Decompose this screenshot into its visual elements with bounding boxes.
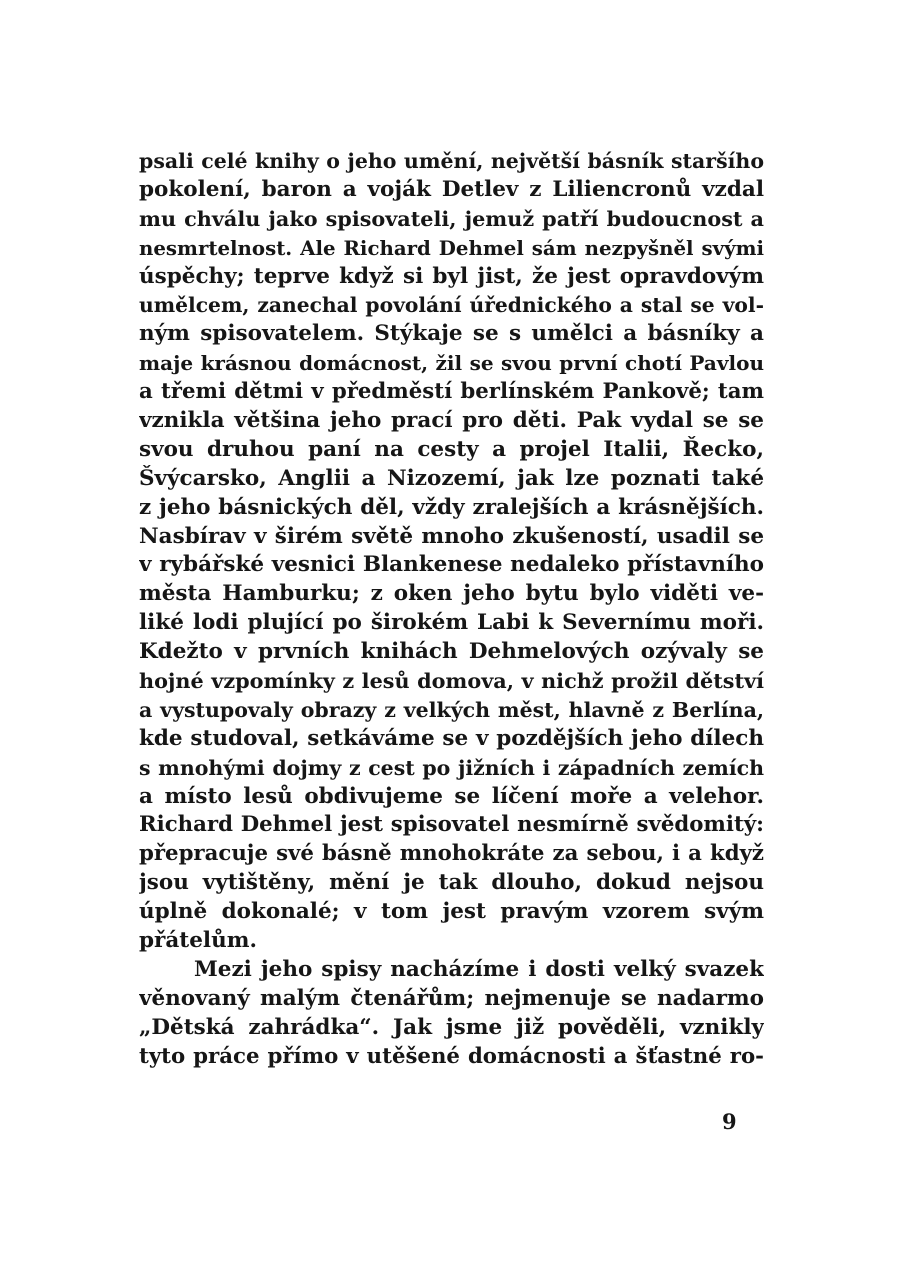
text-line: hojné vzpomínky z lesů domova, v nichž prožil dětství — [139, 669, 764, 694]
text-line: mu chválu jako spisovateli, jemuž patří budoucnost a — [139, 206, 764, 231]
text-line: úspěchy; teprve když si byl jist, že jest opravdovým — [139, 263, 764, 289]
text-line: Nasbírav v širém světě mnoho zkušeností, usadil se — [139, 523, 764, 549]
text-line: vznikla většina jeho prací pro děti. Pak vydal se se — [139, 408, 764, 434]
text-line: maje krásnou domácnost, žil se svou první chotí Pavlou — [139, 351, 764, 376]
text-line: v rybářské vesnici Blankenese nedaleko přístavního — [139, 552, 764, 578]
text-line: kde studoval, setkáváme se v pozdějších jeho dílech — [139, 725, 764, 751]
text-line: „Dětská zahrádka“. Jak jsme již pověděli, vznikly — [139, 1014, 764, 1040]
text-line: liké lodi plující po širokém Labi k Severnímu moři. — [139, 610, 764, 636]
text-line: Mezi jeho spisy nacházíme i dosti velký svazek — [194, 956, 764, 982]
body-text — [139, 147, 764, 1072]
paragraph — [139, 956, 764, 1072]
text-line: svou druhou paní na cesty a projel Italii, Řecko, — [139, 436, 764, 462]
text-line: psali celé knihy o jeho umění, největší básník staršího — [139, 149, 764, 173]
text-line: Švýcarsko, Anglii a Nizozemí, jak lze poznati také — [139, 465, 764, 491]
text-line: a místo lesů obdivujeme se líčení moře a velehor. — [139, 783, 764, 809]
text-line: pokolení, baron a voják Detlev z Liliencronů vzdal — [139, 176, 764, 202]
text-line: Kdežto v prvních knihách Dehmelových ozývaly se — [139, 639, 764, 665]
text-line: a vystupovaly obrazy z velkých měst, hlavně z Berlína, — [139, 697, 764, 722]
text-line: jsou vytištěny, mění je tak dlouho, dokud nejsou — [139, 870, 764, 896]
text-line: s mnohými dojmy z cest po jižních i západních zemích — [139, 755, 764, 780]
text-line: města Hamburku; z oken jeho bytu bylo viděti ve- — [139, 581, 764, 607]
text-line: z jeho básnických děl, vždy zralejších a krásnějších. — [139, 494, 764, 520]
page-number: 9 — [722, 1109, 737, 1134]
text-line: nesmrtelnost. Ale Richard Dehmel sám nezpyšněl svými — [139, 235, 764, 260]
text-line: přepracuje své básně mnohokráte za sebou, i a když — [139, 841, 764, 867]
text-line: tyto práce přímo v utěšené domácnosti a šťastné ro- — [139, 1043, 764, 1069]
text-line: přátelům. — [139, 928, 257, 954]
text-line: věnovaný malým čtenářům; nejmenuje se nadarmo — [139, 985, 764, 1011]
text-line: ným spisovatelem. Stýkaje se s umělci a básníky a — [139, 321, 764, 347]
text-line: umělcem, zanechal povolání úřednického a stal se vol- — [139, 293, 764, 318]
text-line: Richard Dehmel jest spisovatel nesmírně svědomitý: — [139, 812, 764, 838]
paragraph — [139, 147, 764, 956]
text-line: a třemi dětmi v předměstí berlínském Pankově; tam — [139, 379, 764, 405]
text-line: úplně dokonalé; v tom jest pravým vzorem svým — [139, 899, 764, 925]
